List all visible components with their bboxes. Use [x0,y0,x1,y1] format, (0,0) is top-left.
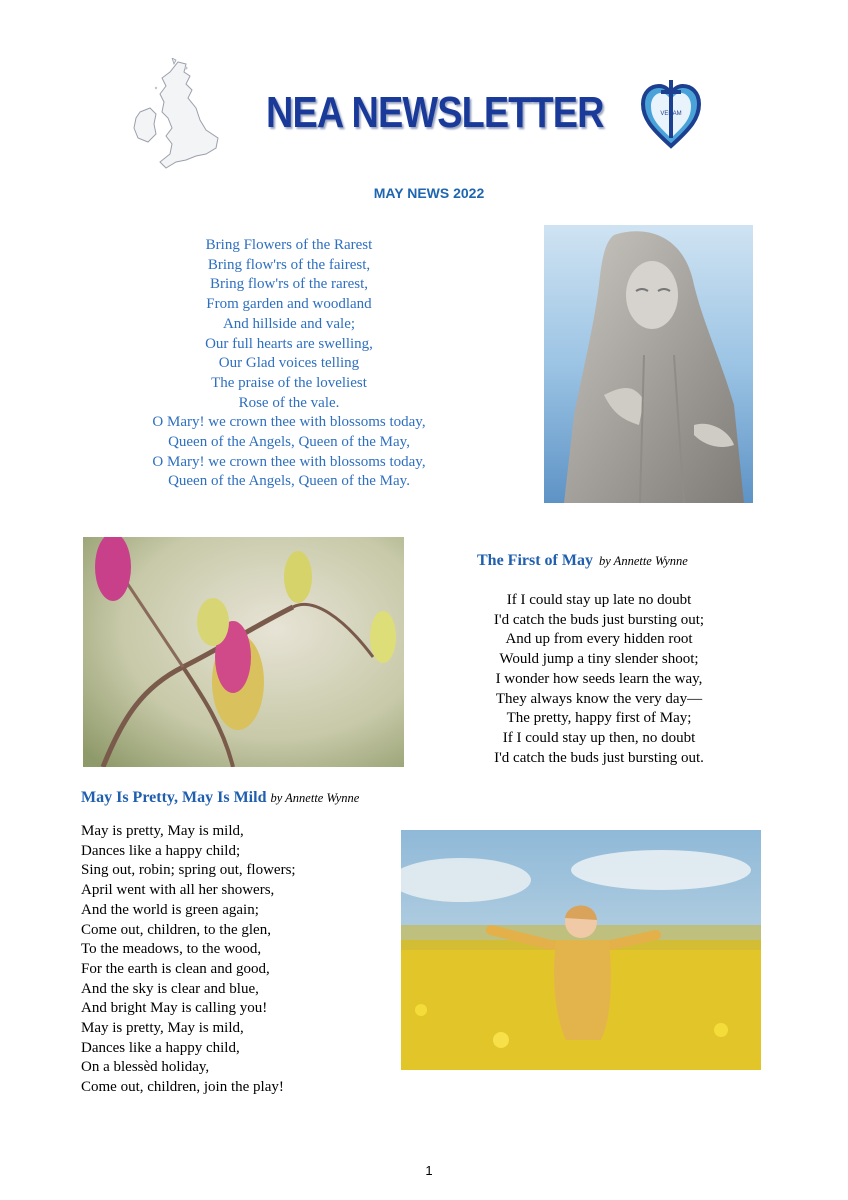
poem-line: From garden and woodland [206,296,372,313]
poem-line: Our full hearts are swelling, [205,335,373,352]
poem-line: The pretty, happy first of May; [506,710,692,727]
mary-statue-photo [544,225,753,503]
poem-line: April went with all her showers, [81,882,275,899]
poem-line: Come out, children, join the play! [81,1079,284,1096]
poem-line: Bring Flowers of the Rarest [205,237,373,253]
poem-line: And bright May is calling you! [81,1000,268,1017]
poem-line: And the world is green again; [81,901,259,918]
poem-line: I wonder how seeds learn the way, [495,670,703,687]
poem-line: The praise of the loveliest [211,374,367,391]
hymn-poem [124,236,454,492]
poem-line: And the sky is clear and blue, [81,980,259,997]
uk-map-logo [126,58,224,176]
poem-line: To the meadows, to the wood, [81,941,262,958]
poem-line: Bring flow'rs of the rarest, [209,276,369,293]
poem-line: If I could stay up then, no doubt [502,729,696,746]
issue-subtitle: MAY NEWS 2022 [373,185,485,201]
poem-line: On a blessèd holiday, [81,1059,210,1076]
poem-line: I'd catch the buds just bursting out; [493,611,705,628]
poem-line: Rose of the vale. [238,394,340,411]
poem-line: For the earth is clean and good, [81,960,270,977]
poem-title: May Is Pretty, May Is Mild [81,789,267,806]
poem-byline: by Annette Wynne [270,791,360,805]
poem-byline: by Annette Wynne [598,554,688,568]
poem-line: And up from every hidden root [505,631,693,648]
poem-line: Come out, children, to the glen, [81,921,271,938]
poem-line: They always know the very day— [495,690,703,707]
poem-line: Dances like a happy child, [81,1039,240,1056]
newsletter-title: NEA NEWSLETTER [266,88,604,137]
poem-line: May is pretty, May is mild, [81,1020,244,1037]
poem-line: Bring flow'rs of the fairest, [207,256,371,273]
heart-cross-emblem [641,78,701,150]
page-number: 1 [425,1163,433,1178]
first-of-may-poem [474,591,724,768]
poem-line: And hillside and vale; [222,315,356,332]
poem-title: The First of May [477,552,593,569]
may-is-pretty-poem [81,822,296,1098]
poem-line: Sing out, robin; spring out, flowers; [81,862,296,879]
emblem-text: VERAM [660,111,682,117]
poem-line: Queen of the Angels, Queen of the May, [168,434,410,451]
poem-line: May is pretty, May is mild, [81,823,244,839]
poem-line: O Mary! we crown thee with blossoms today, [152,453,426,470]
poem-line: O Mary! we crown thee with blossoms today, [152,414,426,431]
poem-line: Would jump a tiny slender shoot; [499,651,699,668]
poem-line: I'd catch the buds just bursting out. [494,749,704,766]
magnolia-buds-photo [83,537,404,767]
first-of-may-heading [477,552,688,570]
poem-line: Dances like a happy child; [81,842,241,859]
poem-line: If I could stay up late no doubt [506,592,692,608]
child-in-flower-field-photo [401,830,761,1070]
poem-line: Our Glad voices telling [218,355,360,372]
may-is-pretty-heading [81,789,359,807]
poem-line: Queen of the Angels, Queen of the May. [168,473,410,490]
